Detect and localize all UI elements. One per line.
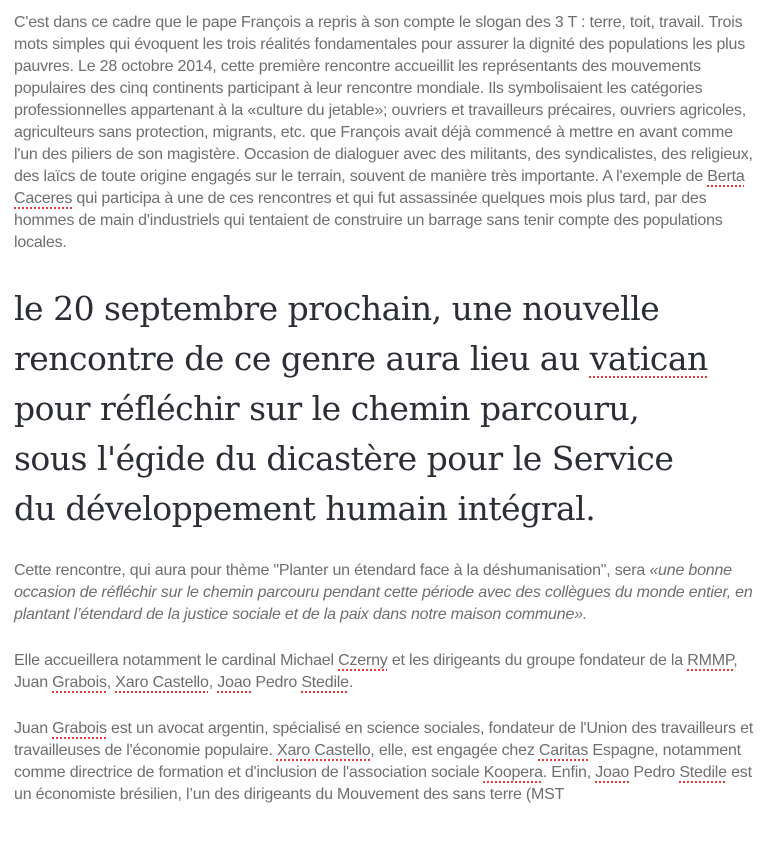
text-run: rencontre de ce genre aura lieu au xyxy=(14,339,590,378)
link[interactable]: Caceres xyxy=(14,190,73,207)
paragraph-intro xyxy=(14,12,759,254)
paragraph-theme xyxy=(14,560,759,626)
text-run: C'est dans ce cadre que le pape François a repris à son compte le slogan des 3 T : terre, toit, travail. Trois mots simples qui évoquent les trois réalités fondamentales pour assurer la dignité des populations les plus pauvres. Le 28 octobre 2014, cette première rencontre accueillit les représentants des mouvements populaires des cinq continents participant à leur rencontre mondiale. Ils symbolisaient les catégories professionnelles appartenant à la «culture du jetable»; ouvriers et travailleurs précaires, ouvriers agricoles, agriculteurs sans protection, migrants, etc. que François avait déjà commencé à mettre en avant comme l'un des piliers de son magistère. Occasion de dialoguer avec des militants, des syndicalistes, des religieux, des laïcs de toute origine engagés sur le terrain, souvent de manière très importante. A l'exemple de xyxy=(14,14,753,185)
heading-line xyxy=(14,434,759,484)
text-run: «une bonne occasion de réfléchir sur le chemin parcouru pendant cette période avec des collègues du monde entier, en plantant l’étendard de la justice sociale et de la paix dans notre maison commune». xyxy=(14,562,753,623)
text-run: , elle, est engagée chez xyxy=(370,742,539,759)
paragraph-bios xyxy=(14,718,759,806)
link[interactable]: Koopera xyxy=(483,764,543,781)
text-run: , Juan xyxy=(14,652,738,691)
heading-line xyxy=(14,484,759,534)
article-heading xyxy=(14,284,759,534)
text-run: est un économiste brésilien, l’un des dirigeants du Mouvement des sans terre (MST xyxy=(14,764,752,803)
text-run: . xyxy=(348,674,354,691)
text-run: le 20 septembre prochain, une nouvelle xyxy=(14,289,660,328)
link[interactable]: Joao xyxy=(217,674,252,691)
link[interactable]: vatican xyxy=(589,339,708,378)
text-run: pour réfléchir sur le chemin parcouru, xyxy=(14,389,640,428)
text-run: sous l'égide du dicastère pour le Service xyxy=(14,439,674,478)
link[interactable]: Grabois xyxy=(52,674,107,691)
text-run: qui participa à une de ces rencontres et qui fut assassinée quelques mois plus tard, par des hommes de main d'industriels qui tentaient de construire un barrage sans tenir compte des populations locales. xyxy=(14,190,723,251)
text-run: Juan xyxy=(14,720,53,737)
text-run: , xyxy=(106,674,116,691)
heading-line xyxy=(14,384,759,434)
link[interactable]: Grabois xyxy=(52,720,107,737)
text-run: Espagne, notamment comme directrice de formation et d'inclusion de l'association sociale xyxy=(14,742,741,781)
text-run: est un avocat argentin, spécialisé en science sociales, fondateur de l'Union des travailleurs et travailleuses de l'économie populaire. xyxy=(14,720,754,759)
text-run: du développement humain intégral. xyxy=(14,489,596,528)
link[interactable]: Stedile xyxy=(301,674,349,691)
text-run: Cette rencontre, qui aura pour thème "Planter un étendard face à la déshumanisation", sera xyxy=(14,562,650,579)
heading-line xyxy=(14,284,759,334)
text-run: Pedro xyxy=(251,674,302,691)
text-run: , xyxy=(208,674,218,691)
text-run: Pedro xyxy=(629,764,680,781)
link[interactable]: RMMP xyxy=(687,652,734,669)
paragraph-guests xyxy=(14,650,759,694)
heading-line xyxy=(14,334,759,384)
link[interactable]: Xaro Castello xyxy=(276,742,371,759)
link[interactable]: Czerny xyxy=(338,652,388,669)
text-run: et les dirigeants du groupe fondateur de la xyxy=(387,652,688,669)
link[interactable]: Stedile xyxy=(679,764,727,781)
link[interactable]: Caritas xyxy=(538,742,589,759)
link[interactable]: Xaro Castello xyxy=(115,674,209,691)
text-run: . Enfin, xyxy=(542,764,596,781)
text-run: Elle accueillera notamment le cardinal Michael xyxy=(14,652,339,669)
link[interactable]: Joao xyxy=(595,764,630,781)
link[interactable]: Berta xyxy=(707,168,745,185)
